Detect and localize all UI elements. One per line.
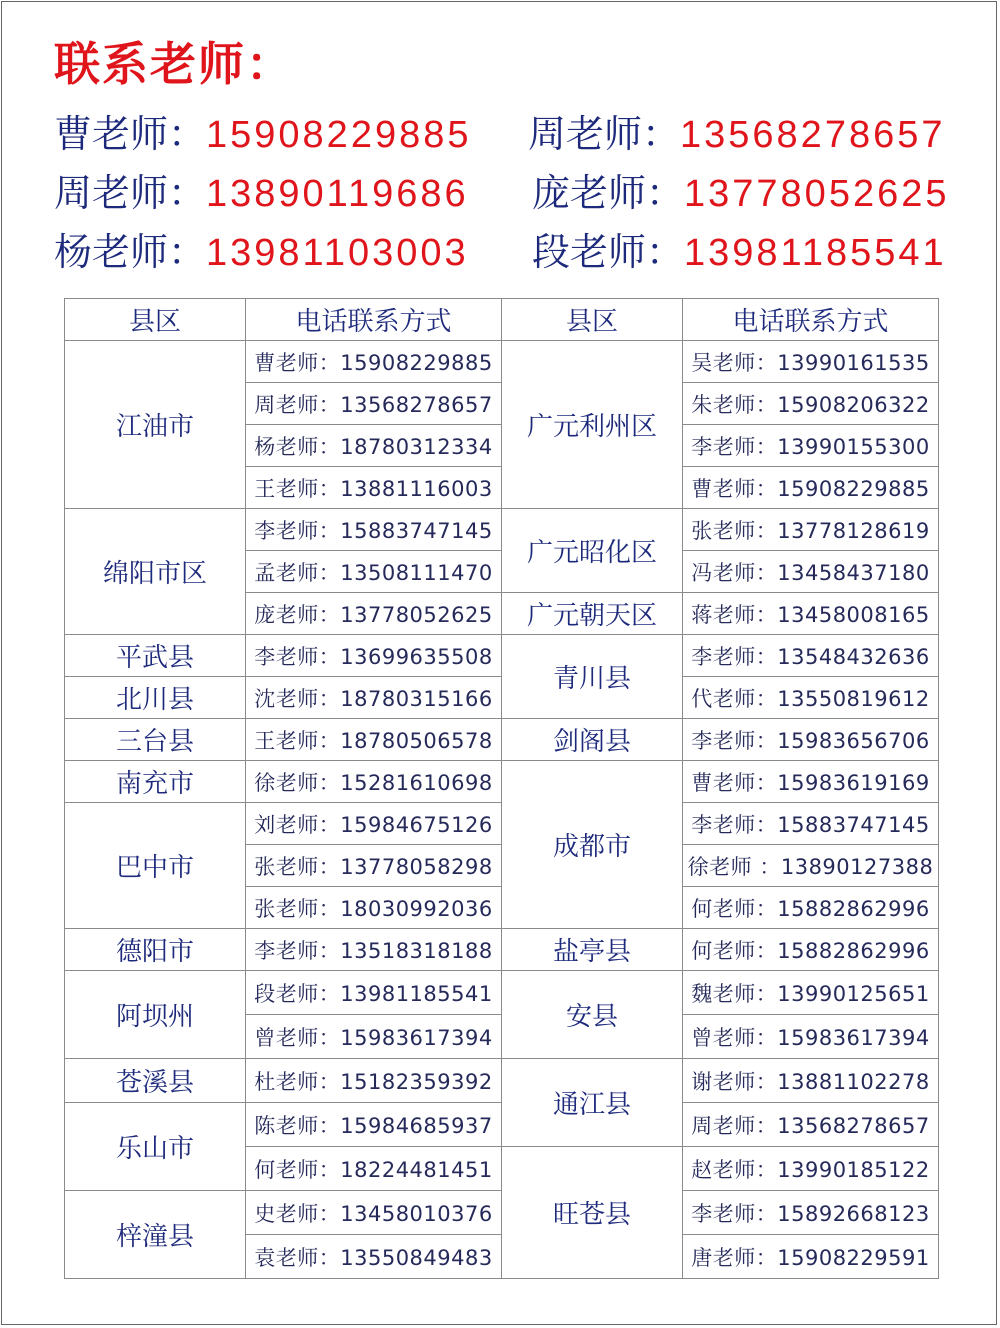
table-header-row: [65, 299, 939, 341]
phone-cell: 杜老师：15182359392: [246, 1059, 502, 1103]
county-cell: 阿坝州: [65, 971, 246, 1059]
header-county: 县区: [502, 299, 683, 341]
phone-cell: 张老师：13778128619: [683, 509, 939, 551]
phone-cell: 段老师：13981185541: [246, 971, 502, 1015]
phone-cell: 王老师：18780506578: [246, 719, 502, 761]
county-cell: 青川县: [502, 635, 683, 719]
phone-cell: 李老师：13518318188: [246, 929, 502, 971]
contact-item: [54, 226, 469, 278]
contact-item: [528, 108, 946, 160]
county-cell: 苍溪县: [65, 1059, 246, 1103]
phone-cell: 何老师：18224481451: [246, 1147, 502, 1191]
contact-phone: 13890119686: [206, 173, 469, 215]
county-cell: 江油市: [65, 341, 246, 509]
contact-item: [54, 167, 469, 219]
county-cell: 平武县: [65, 635, 246, 677]
phone-cell: 刘老师：15984675126: [246, 803, 502, 845]
phone-cell: 杨老师：18780312334: [246, 425, 502, 467]
phone-cell: 冯老师：13458437180: [683, 551, 939, 593]
contact-item: [532, 226, 947, 278]
phone-cell: 陈老师：15984685937: [246, 1103, 502, 1147]
phone-cell: 代老师：13550819612: [683, 677, 939, 719]
phone-cell: 何老师：15882862996: [683, 887, 939, 929]
contact-name: 周老师：: [54, 171, 207, 215]
phone-cell: 吴老师：13990161535: [683, 341, 939, 383]
phone-cell: 李老师：15883747145: [246, 509, 502, 551]
phone-cell: 徐老师：15281610698: [246, 761, 502, 803]
county-cell: 安县: [502, 971, 683, 1059]
county-cell: 南充市: [65, 761, 246, 803]
phone-cell: 袁老师：13550849483: [246, 1235, 502, 1279]
phone-cell: 曹老师：15908229885: [246, 341, 502, 383]
county-cell: 三台县: [65, 719, 246, 761]
county-cell: 成都市: [502, 761, 683, 929]
table-row: [65, 971, 939, 1015]
county-cell: 旺苍县: [502, 1147, 683, 1279]
contact-phone: 13778052625: [684, 173, 950, 215]
phone-cell: 沈老师：18780315166: [246, 677, 502, 719]
contact-item: [54, 108, 472, 160]
phone-cell: 唐老师：15908229591: [683, 1235, 939, 1279]
county-cell: 梓潼县: [65, 1191, 246, 1279]
phone-cell: 李老师：15883747145: [683, 803, 939, 845]
header-phone: 电话联系方式: [683, 299, 939, 341]
county-cell: 巴中市: [65, 803, 246, 929]
phone-cell: 徐老师 ：13890127388: [683, 845, 939, 887]
county-cell: 剑阁县: [502, 719, 683, 761]
contact-table: [64, 298, 939, 1279]
contact-name: 杨老师：: [54, 230, 207, 274]
phone-cell: 孟老师：13508111470: [246, 551, 502, 593]
contact-phone: 13981103003: [206, 232, 469, 274]
contact-phone: 15908229885: [206, 114, 472, 156]
county-cell: 北川县: [65, 677, 246, 719]
phone-cell: 李老师：15983656706: [683, 719, 939, 761]
county-cell: 盐亭县: [502, 929, 683, 971]
contact-name: 庞老师：: [532, 171, 685, 215]
county-cell: 绵阳市区: [65, 509, 246, 635]
phone-cell: 王老师：13881116003: [246, 467, 502, 509]
county-cell: 广元昭化区: [502, 509, 683, 593]
contact-phone: 13568278657: [680, 114, 946, 156]
county-cell: 通江县: [502, 1059, 683, 1147]
contact-name: 周老师：: [528, 112, 681, 156]
table-row: [65, 509, 939, 551]
table-row: [65, 929, 939, 971]
phone-cell: 曹老师：15983619169: [683, 761, 939, 803]
phone-cell: 李老师：15892668123: [683, 1191, 939, 1235]
table-row: [65, 719, 939, 761]
header-phone: 电话联系方式: [246, 299, 502, 341]
phone-cell: 曾老师：15983617394: [246, 1015, 502, 1059]
phone-cell: 周老师：13568278657: [246, 383, 502, 425]
table-row: [65, 341, 939, 383]
phone-cell: 曹老师：15908229885: [683, 467, 939, 509]
phone-cell: 李老师：13699635508: [246, 635, 502, 677]
contact-name: 段老师：: [532, 230, 685, 274]
contact-item: [532, 167, 950, 219]
phone-cell: 朱老师：15908206322: [683, 383, 939, 425]
phone-cell: 魏老师：13990125651: [683, 971, 939, 1015]
county-cell: 乐山市: [65, 1103, 246, 1191]
phone-cell: 曾老师：15983617394: [683, 1015, 939, 1059]
county-cell: 广元利州区: [502, 341, 683, 509]
table-row: [65, 761, 939, 803]
phone-cell: 庞老师：13778052625: [246, 593, 502, 635]
header-county: 县区: [65, 299, 246, 341]
phone-cell: 蒋老师：13458008165: [683, 593, 939, 635]
table-row: [65, 635, 939, 677]
table-row: [65, 1059, 939, 1103]
phone-cell: 周老师：13568278657: [683, 1103, 939, 1147]
phone-cell: 谢老师：13881102278: [683, 1059, 939, 1103]
phone-cell: 张老师：13778058298: [246, 845, 502, 887]
county-cell: 德阳市: [65, 929, 246, 971]
contact-name: 曹老师：: [54, 112, 207, 156]
phone-cell: 李老师：13548432636: [683, 635, 939, 677]
phone-cell: 何老师：15882862996: [683, 929, 939, 971]
phone-cell: 赵老师：13990185122: [683, 1147, 939, 1191]
contact-phone: 13981185541: [684, 232, 947, 274]
phone-cell: 张老师：18030992036: [246, 887, 502, 929]
phone-cell: 李老师：13990155300: [683, 425, 939, 467]
phone-cell: 史老师：13458010376: [246, 1191, 502, 1235]
county-cell: 广元朝天区: [502, 593, 683, 635]
page-title: 联系老师：: [54, 37, 294, 91]
